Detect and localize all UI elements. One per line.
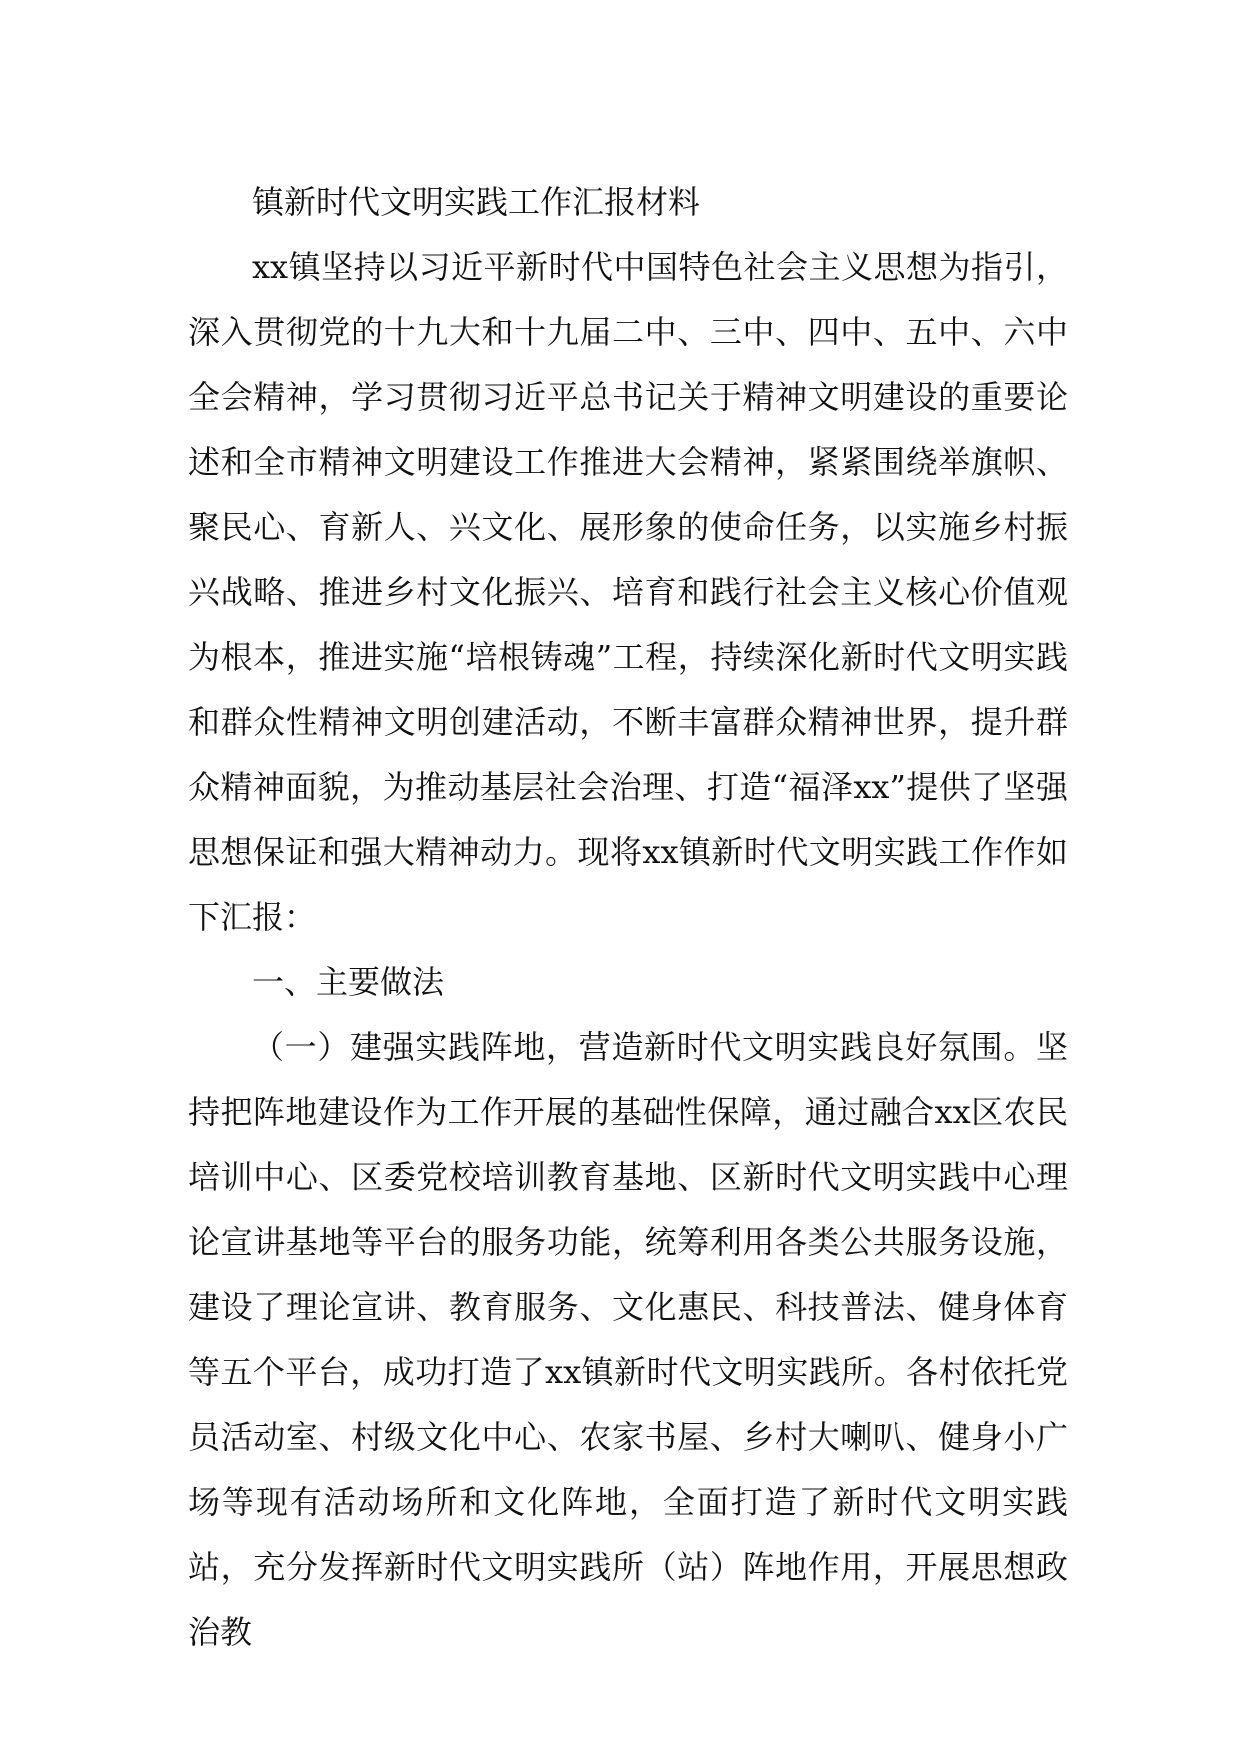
document-body: [188, 170, 1068, 1665]
document-title: 镇新时代文明实践工作汇报材料: [252, 183, 701, 221]
section-heading: 一、主要做法: [252, 963, 445, 1001]
intro-paragraph: xx镇坚持以习近平新时代中国特色社会主义思想为指引，深入贯彻党的十九大和十九届二中、三中、四中、五中、六中全会精神，学习贯彻习近平总书记关于精神文明建设的重要论述和全市精神文明建设工作推进大会精神，紧紧围绕举旗帜、聚民心、育新人、兴文化、展形象的使命任务，以实施乡村振兴战略、推进乡村文化振兴、培育和践行社会主义核心价值观为根本，推进实施“培根铸魂”工程，持续深化新时代文明实践和群众性精神文明创建活动，不断丰富群众精神世界，提升群众精神面貌，为推动基层社会治理、打造“福泽xx”提供了坚强思想保证和强大精神动力。现将xx镇新时代文明实践工作作如下汇报：: [188, 248, 1068, 936]
section-paragraph: （一）建强实践阵地，营造新时代文明实践良好氛围。坚持把阵地建设作为工作开展的基础性保障，通过融合xx区农民培训中心、区委党校培训教育基地、区新时代文明实践中心理论宣讲基地等平台的服务功能，统筹利用各类公共服务设施，建设了理论宣讲、教育服务、文化惠民、科技普法、健身体育等五个平台，成功打造了xx镇新时代文明实践所。各村依托党员活动室、村级文化中心、农家书屋、乡村大喇叭、健身小广场等现有活动场所和文化阵地，全面打造了新时代文明实践站，充分发挥新时代文明实践所（站）阵地作用，开展思想政治教: [188, 1028, 1068, 1651]
